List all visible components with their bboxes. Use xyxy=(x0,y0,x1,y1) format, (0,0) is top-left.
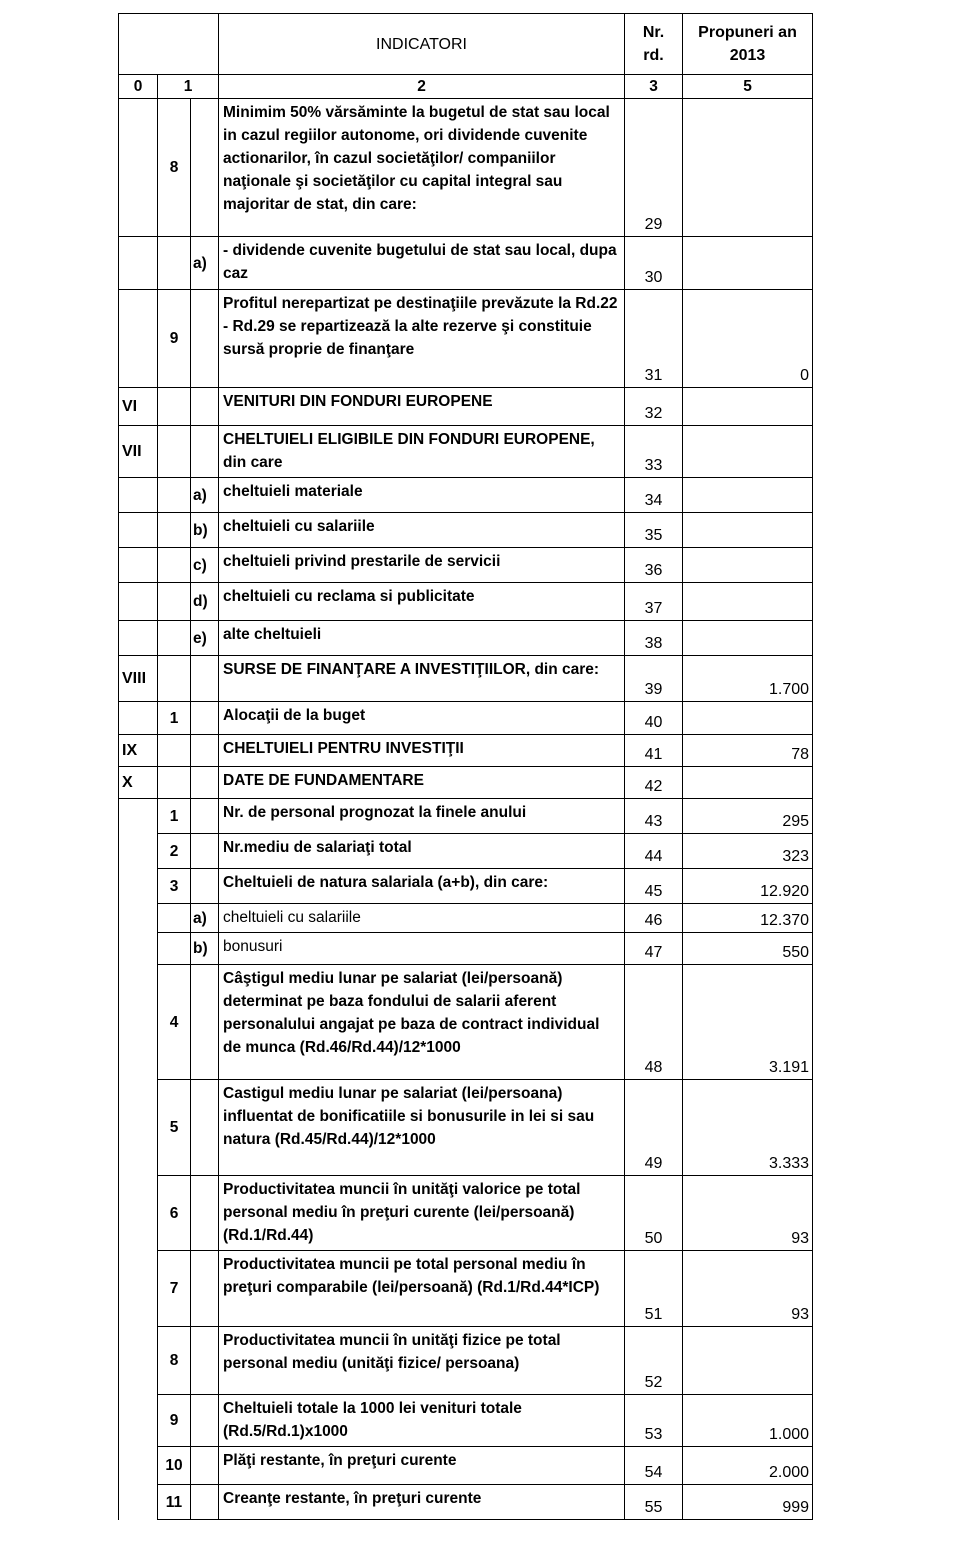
row-proposal-value: 78 xyxy=(683,735,813,767)
table-row xyxy=(119,621,813,656)
row-subitem-letter: e) xyxy=(191,621,219,656)
table-row xyxy=(119,290,813,388)
row-section-number xyxy=(119,834,158,869)
row-nr-rd: 50 xyxy=(625,1176,683,1251)
row-section-number xyxy=(119,1176,158,1251)
row-subitem-letter xyxy=(191,735,219,767)
row-proposal-value: 12.370 xyxy=(683,904,813,933)
row-item-number xyxy=(158,548,191,583)
row-item-number: 4 xyxy=(158,965,191,1080)
row-subitem-letter: b) xyxy=(191,513,219,548)
table-row xyxy=(119,513,813,548)
table-row xyxy=(119,656,813,702)
row-section-number xyxy=(119,478,158,513)
row-section-number xyxy=(119,933,158,965)
row-proposal-value: 3.333 xyxy=(683,1080,813,1176)
row-subitem-letter: a) xyxy=(191,904,219,933)
row-subitem-letter xyxy=(191,767,219,799)
budget-indicators-table xyxy=(118,13,813,1520)
table-row xyxy=(119,478,813,513)
row-proposal-value: 1.700 xyxy=(683,656,813,702)
row-subitem-letter xyxy=(191,99,219,237)
table-row xyxy=(119,583,813,621)
table-row xyxy=(119,1327,813,1395)
header-propuneri xyxy=(683,14,813,75)
row-section-number xyxy=(119,1251,158,1327)
row-indicator-text: - dividende cuvenite bugetului de stat sau local, dupa caz xyxy=(219,237,625,290)
header-propuneri-text: Propuneri an 2013 xyxy=(698,24,797,64)
row-subitem-letter xyxy=(191,799,219,834)
row-indicator-text: cheltuieli cu reclama si publicitate xyxy=(219,583,625,621)
row-nr-rd: 43 xyxy=(625,799,683,834)
table-row xyxy=(119,904,813,933)
row-nr-rd: 49 xyxy=(625,1080,683,1176)
row-nr-rd: 37 xyxy=(625,583,683,621)
row-nr-rd: 53 xyxy=(625,1395,683,1447)
row-section-number: VI xyxy=(119,388,158,426)
row-nr-rd: 34 xyxy=(625,478,683,513)
row-proposal-value xyxy=(683,388,813,426)
row-nr-rd: 33 xyxy=(625,426,683,478)
row-nr-rd: 42 xyxy=(625,767,683,799)
row-proposal-value xyxy=(683,621,813,656)
row-item-number: 8 xyxy=(158,99,191,237)
row-subitem-letter xyxy=(191,656,219,702)
row-proposal-value: 550 xyxy=(683,933,813,965)
table-row xyxy=(119,735,813,767)
row-item-number xyxy=(158,656,191,702)
row-nr-rd: 54 xyxy=(625,1447,683,1485)
row-item-number: 1 xyxy=(158,702,191,735)
row-nr-rd: 36 xyxy=(625,548,683,583)
row-item-number: 2 xyxy=(158,834,191,869)
row-item-number: 1 xyxy=(158,799,191,834)
row-item-number xyxy=(158,621,191,656)
row-proposal-value: 999 xyxy=(683,1485,813,1520)
row-proposal-value: 3.191 xyxy=(683,965,813,1080)
row-nr-rd: 55 xyxy=(625,1485,683,1520)
table-header-row xyxy=(119,14,813,75)
row-indicator-text: VENITURI DIN FONDURI EUROPENE xyxy=(219,388,625,426)
row-subitem-letter xyxy=(191,426,219,478)
row-section-number xyxy=(119,869,158,904)
row-nr-rd: 47 xyxy=(625,933,683,965)
row-proposal-value: 323 xyxy=(683,834,813,869)
colnum-1: 1 xyxy=(158,75,219,99)
row-indicator-text: CHELTUIELI ELIGIBILE DIN FONDURI EUROPENE, din care xyxy=(219,426,625,478)
row-subitem-letter xyxy=(191,1327,219,1395)
row-section-number: IX xyxy=(119,735,158,767)
row-subitem-letter: c) xyxy=(191,548,219,583)
colnum-0: 0 xyxy=(119,75,158,99)
row-indicator-text: SURSE DE FINANŢARE A INVESTIŢIILOR, din care: xyxy=(219,656,625,702)
row-proposal-value: 295 xyxy=(683,799,813,834)
row-subitem-letter xyxy=(191,869,219,904)
row-proposal-value xyxy=(683,237,813,290)
row-item-number xyxy=(158,513,191,548)
row-indicator-text: bonusuri xyxy=(219,933,625,965)
row-indicator-text: Câştigul mediu lunar pe salariat (lei/persoană) determinat pe baza fondului de salarii aferent personalului angajat pe baza de contract individual de munca (Rd.46/Rd.44)/12*1000 xyxy=(219,965,625,1080)
row-section-number xyxy=(119,1327,158,1395)
row-indicator-text: Productivitatea muncii în unităţi fizice pe total personal mediu (unităţi fizice/ persoana) xyxy=(219,1327,625,1395)
row-item-number: 9 xyxy=(158,290,191,388)
header-indicatori: INDICATORI xyxy=(219,14,625,75)
row-indicator-text: Castigul mediu lunar pe salariat (lei/persoana) influentat de bonificatiile si bonusurile in lei si sau natura (Rd.45/Rd.44)/12*1000 xyxy=(219,1080,625,1176)
row-proposal-value xyxy=(683,426,813,478)
row-subitem-letter xyxy=(191,1251,219,1327)
row-subitem-letter xyxy=(191,702,219,735)
row-subitem-letter xyxy=(191,1080,219,1176)
row-section-number: X xyxy=(119,767,158,799)
row-proposal-value: 1.000 xyxy=(683,1395,813,1447)
row-nr-rd: 39 xyxy=(625,656,683,702)
row-item-number: 9 xyxy=(158,1395,191,1447)
row-indicator-text: Nr. de personal prognozat la finele anului xyxy=(219,799,625,834)
row-indicator-text: cheltuieli materiale xyxy=(219,478,625,513)
row-subitem-letter: d) xyxy=(191,583,219,621)
row-nr-rd: 46 xyxy=(625,904,683,933)
row-subitem-letter xyxy=(191,1447,219,1485)
row-nr-rd: 38 xyxy=(625,621,683,656)
row-proposal-value: 93 xyxy=(683,1251,813,1327)
row-subitem-letter: a) xyxy=(191,478,219,513)
table-row xyxy=(119,1251,813,1327)
row-item-number: 3 xyxy=(158,869,191,904)
row-section-number xyxy=(119,583,158,621)
colnum-5: 5 xyxy=(683,75,813,99)
row-proposal-value xyxy=(683,548,813,583)
row-item-number: 11 xyxy=(158,1485,191,1520)
table-row xyxy=(119,548,813,583)
table-row xyxy=(119,933,813,965)
row-item-number xyxy=(158,583,191,621)
column-number-row xyxy=(119,75,813,99)
row-subitem-letter xyxy=(191,1485,219,1520)
row-indicator-text: Cheltuieli totale la 1000 lei venituri totale (Rd.5/Rd.1)x1000 xyxy=(219,1395,625,1447)
row-section-number xyxy=(119,702,158,735)
row-indicator-text: Minimim 50% vărsăminte la bugetul de stat sau local in cazul regiilor autonome, ori dividende cuvenite actionarilor, în cazul societăţilor/ companiilor naţionale şi societăţilor cu capital integral sau majoritar de stat, din care: xyxy=(219,99,625,237)
table-row xyxy=(119,834,813,869)
header-nr-rd-text: Nr. rd. xyxy=(642,24,665,64)
row-proposal-value xyxy=(683,478,813,513)
row-subitem-letter: a) xyxy=(191,237,219,290)
table-row xyxy=(119,799,813,834)
row-indicator-text: cheltuieli cu salariile xyxy=(219,513,625,548)
table-row xyxy=(119,702,813,735)
row-proposal-value: 2.000 xyxy=(683,1447,813,1485)
row-indicator-text: Productivitatea muncii în unităţi valorice pe total personal mediu în preţuri curente (lei/persoană) (Rd.1/Rd.44) xyxy=(219,1176,625,1251)
row-section-number xyxy=(119,1395,158,1447)
row-indicator-text: Creanţe restante, în preţuri curente xyxy=(219,1485,625,1520)
row-item-number xyxy=(158,933,191,965)
row-nr-rd: 52 xyxy=(625,1327,683,1395)
row-section-number xyxy=(119,548,158,583)
row-section-number xyxy=(119,965,158,1080)
row-item-number xyxy=(158,478,191,513)
row-indicator-text: Alocaţii de la buget xyxy=(219,702,625,735)
row-section-number xyxy=(119,1485,158,1520)
colnum-2: 2 xyxy=(219,75,625,99)
row-subitem-letter xyxy=(191,965,219,1080)
table-row xyxy=(119,1176,813,1251)
table-row xyxy=(119,237,813,290)
row-indicator-text: Cheltuieli de natura salariala (a+b), din care: xyxy=(219,869,625,904)
table-row xyxy=(119,99,813,237)
table-row xyxy=(119,767,813,799)
row-indicator-text: Profitul nerepartizat pe destinaţiile prevăzute la Rd.22 - Rd.29 se repartizează la alte rezerve şi constituie sursă proprie de finanţare xyxy=(219,290,625,388)
row-section-number xyxy=(119,99,158,237)
row-item-number: 5 xyxy=(158,1080,191,1176)
row-section-number xyxy=(119,621,158,656)
row-nr-rd: 35 xyxy=(625,513,683,548)
row-nr-rd: 44 xyxy=(625,834,683,869)
table-row xyxy=(119,1395,813,1447)
row-item-number xyxy=(158,767,191,799)
row-nr-rd: 29 xyxy=(625,99,683,237)
row-section-number xyxy=(119,237,158,290)
row-section-number xyxy=(119,1447,158,1485)
table-row xyxy=(119,869,813,904)
row-subitem-letter xyxy=(191,290,219,388)
row-indicator-text: Nr.mediu de salariaţi total xyxy=(219,834,625,869)
table-row xyxy=(119,1447,813,1485)
table-row xyxy=(119,1485,813,1520)
table-row xyxy=(119,1080,813,1176)
row-proposal-value: 12.920 xyxy=(683,869,813,904)
row-item-number xyxy=(158,735,191,767)
row-indicator-text: CHELTUIELI PENTRU INVESTIŢII xyxy=(219,735,625,767)
table-row xyxy=(119,426,813,478)
row-proposal-value xyxy=(683,583,813,621)
row-proposal-value xyxy=(683,767,813,799)
row-subitem-letter xyxy=(191,1176,219,1251)
table-row xyxy=(119,965,813,1080)
row-section-number: VII xyxy=(119,426,158,478)
row-proposal-value: 0 xyxy=(683,290,813,388)
row-subitem-letter xyxy=(191,834,219,869)
row-item-number xyxy=(158,388,191,426)
row-proposal-value xyxy=(683,1327,813,1395)
row-indicator-text: alte cheltuieli xyxy=(219,621,625,656)
row-proposal-value xyxy=(683,99,813,237)
row-item-number: 6 xyxy=(158,1176,191,1251)
header-nr-rd xyxy=(625,14,683,75)
row-nr-rd: 32 xyxy=(625,388,683,426)
row-section-number: VIII xyxy=(119,656,158,702)
row-section-number xyxy=(119,1080,158,1176)
row-nr-rd: 51 xyxy=(625,1251,683,1327)
row-proposal-value: 93 xyxy=(683,1176,813,1251)
row-item-number: 8 xyxy=(158,1327,191,1395)
row-item-number xyxy=(158,426,191,478)
row-section-number xyxy=(119,799,158,834)
table-row xyxy=(119,388,813,426)
row-proposal-value xyxy=(683,513,813,548)
row-indicator-text: DATE DE FUNDAMENTARE xyxy=(219,767,625,799)
row-subitem-letter: b) xyxy=(191,933,219,965)
row-section-number xyxy=(119,290,158,388)
row-section-number xyxy=(119,513,158,548)
row-item-number: 10 xyxy=(158,1447,191,1485)
row-nr-rd: 45 xyxy=(625,869,683,904)
row-indicator-text: Plăţi restante, în preţuri curente xyxy=(219,1447,625,1485)
row-nr-rd: 40 xyxy=(625,702,683,735)
row-item-number xyxy=(158,904,191,933)
row-indicator-text: cheltuieli privind prestarile de servicii xyxy=(219,548,625,583)
row-nr-rd: 31 xyxy=(625,290,683,388)
row-section-number xyxy=(119,904,158,933)
header-blank-cell xyxy=(119,14,219,75)
row-subitem-letter xyxy=(191,388,219,426)
row-indicator-text: cheltuieli cu salariile xyxy=(219,904,625,933)
row-indicator-text: Productivitatea muncii pe total personal mediu în preţuri comparabile (lei/persoană) (Rd.1/Rd.44*ICP) xyxy=(219,1251,625,1327)
row-nr-rd: 41 xyxy=(625,735,683,767)
row-proposal-value xyxy=(683,702,813,735)
row-subitem-letter xyxy=(191,1395,219,1447)
row-item-number xyxy=(158,237,191,290)
row-nr-rd: 30 xyxy=(625,237,683,290)
row-item-number: 7 xyxy=(158,1251,191,1327)
row-nr-rd: 48 xyxy=(625,965,683,1080)
colnum-3: 3 xyxy=(625,75,683,99)
